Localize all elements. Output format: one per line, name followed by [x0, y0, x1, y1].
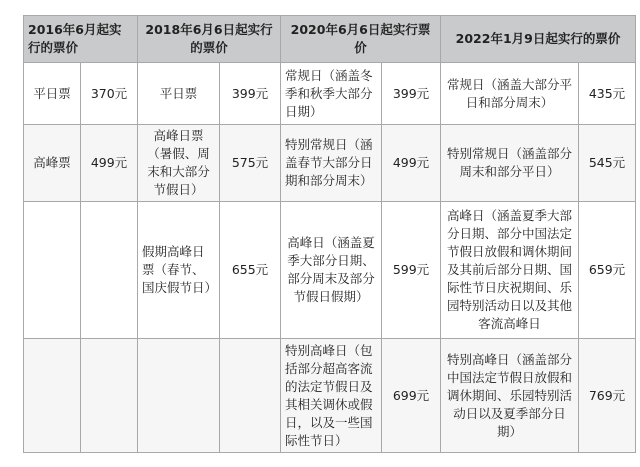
price-2018: 655元	[220, 202, 281, 339]
price-2016	[81, 339, 138, 453]
price-2022: 435元	[579, 63, 636, 125]
table-row	[24, 202, 636, 339]
ticket-type-2016	[24, 202, 81, 339]
price-2016: 499元	[81, 125, 138, 202]
price-2016: 370元	[81, 63, 138, 125]
ticket-type-2022: 特别常规日（涵盖部分周末和部分平日）	[441, 125, 579, 202]
header-2018: 2018年6月6日起实行的票价	[138, 16, 281, 63]
table-row	[24, 63, 636, 125]
ticket-type-2016: 高峰票	[24, 125, 81, 202]
ticket-type-2016	[24, 339, 81, 453]
header-2022: 2022年1月9日起实行的票价	[441, 16, 636, 63]
price-2022: 545元	[579, 125, 636, 202]
header-2016: 2016年6月起实行的票价	[24, 16, 138, 63]
header-2020: 2020年6月6日起实行票价	[281, 16, 441, 63]
ticket-type-2018: 假期高峰日票（春节、国庆假节日）	[138, 202, 220, 339]
ticket-type-2018: 高峰日票（暑假、周末和大部分节假日）	[138, 125, 220, 202]
price-2018	[220, 339, 281, 453]
price-2020: 499元	[382, 125, 441, 202]
price-2020: 399元	[382, 63, 441, 125]
ticket-type-2022: 高峰日（涵盖夏季大部分日期、部分中国法定节假日放假和调休期间及其前后部分日期、国际性节日庆祝期间、乐园特别活动日以及其他客流高峰日	[441, 202, 579, 339]
price-2018: 399元	[220, 63, 281, 125]
header-row	[24, 16, 636, 63]
ticket-type-2018	[138, 339, 220, 453]
price-2022: 769元	[579, 339, 636, 453]
ticket-type-2022: 特别高峰日（涵盖部分中国法定节假日放假和调休期间、乐园特别活动日以及夏季部分日期）	[441, 339, 579, 453]
ticket-type-2020: 高峰日（涵盖夏季大部分日期、部分周末及部分节假日假期）	[281, 202, 382, 339]
price-2020: 599元	[382, 202, 441, 339]
ticket-type-2018: 平日票	[138, 63, 220, 125]
ticket-type-2016: 平日票	[24, 63, 81, 125]
ticket-price-table	[23, 15, 636, 453]
ticket-type-2020: 常规日（涵盖冬季和秋季大部分日期）	[281, 63, 382, 125]
ticket-type-2020: 特别常规日（涵盖春节大部分日期和部分周末）	[281, 125, 382, 202]
price-2016	[81, 202, 138, 339]
price-2022: 659元	[579, 202, 636, 339]
price-2020: 699元	[382, 339, 441, 453]
table-row	[24, 125, 636, 202]
ticket-type-2022: 常规日（涵盖大部分平日和部分周末）	[441, 63, 579, 125]
price-2018: 575元	[220, 125, 281, 202]
ticket-type-2020: 特别高峰日（包括部分超高客流的法定节假日及其相关调休或假日，以及一些国际性节日）	[281, 339, 382, 453]
table-row	[24, 339, 636, 453]
